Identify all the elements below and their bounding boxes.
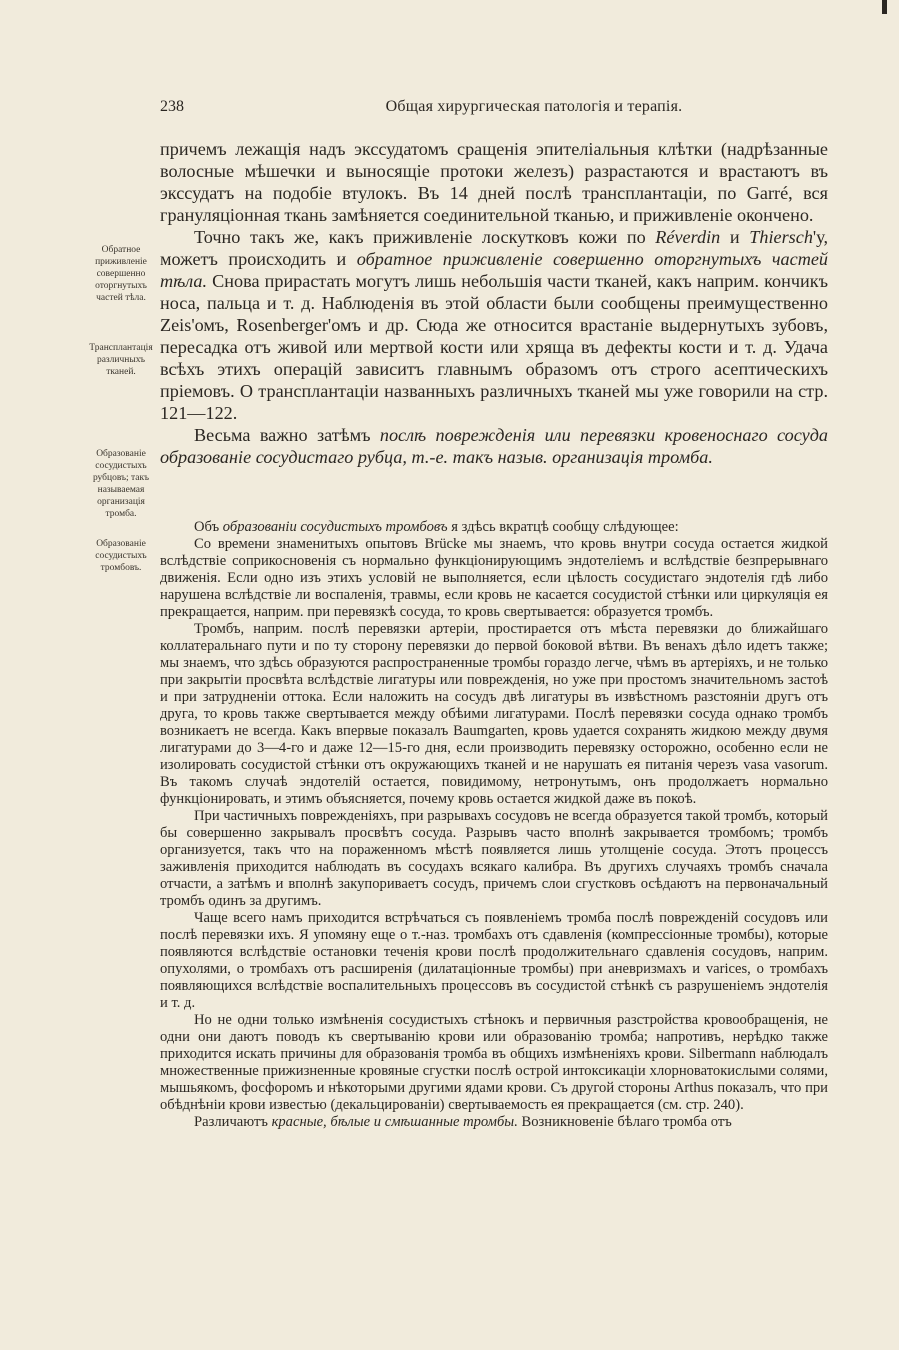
emphasis: послѣ поврежденія или перевязки кровеноснаго сосуда образованіе сосудистаго рубца, т.-е. такъ назыв. организація тромба. [160, 425, 828, 467]
margin-note-vascular-scars: Образованіе сосудистыхъ рубцовъ; такъ называемая организація тромба. [92, 449, 150, 519]
paragraph-reverse-grafting [160, 226, 828, 424]
paragraph-ligature: Тромбъ, наприм. послѣ перевязки артеріи, простирается отъ мѣста перевязки до ближайшаго коллатеральнаго пути и по ту сторону перевязки до первой боковой вѣтви. Въ венахъ дѣло идетъ также; мы знаемъ, что здѣсь образуются распространенные тромбы гораздо легче, чѣмъ въ артеріяхъ, и не только при закрытіи просвѣта вслѣдствіе лигатуры или поврежденія, но уже при простомъ значительномъ застоѣ и при затрудненіи оттока. Если наложить на сосудъ двѣ лигатуры въ извѣстномъ разстояніи другъ отъ друга, то кровь также свертывается между обѣими лигатурами. Послѣ перевязки сосуда однако тромбъ возникаетъ не всегда. Какъ впервые показалъ Baumgarten, кровь удается сохранять жидкою между двумя лигатурами до 3—4-го и даже 12—15-го дня, если производить перевязку осторожно, особенно если не изолировать сосудистой стѣнки отъ окружающихъ тканей и не нарушать ея питанія черезъ vasa vasorum. Въ такомъ случаѣ эндотелій остается, повидимому, нетронутымъ, онъ продолжаетъ нормально функціонировать, и этимъ объясняется, почему кровь остается жидкой даже въ покоѣ. [160, 621, 828, 807]
paragraph-continuation: причемъ лежащія надъ экссудатомъ сращенія эпителіальныя клѣтки (надрѣзанные волосные мѣшечки и выносящіе протоки железъ) разрастаются и врастаютъ въ экссудатъ на подобіе втулокъ. Въ 14 дней послѣ трансплантаціи, по Garré, вся грануляціонная ткань замѣняется соединительной тканью, и приживленіе окончено. [160, 139, 828, 225]
text-run: Снова прирастать могутъ лишь небольшія части тканей, какъ наприм. кончикъ носа, пальца и т. д. Наблюденія въ этой области были сообщены преимущественно Zeis'омъ, Rosenberger'омъ и др. Сюда же относится врастаніе выдернутыхъ зубовъ, пересадка отъ живой или мертвой кости или хряща въ дефекты кости и т. д. Удача всѣхъ этихъ операцій зависитъ главнымъ образомъ отъ строго асептическихъ пріемовъ. О трансплантаціи названныхъ различныхъ тканей мы уже говорили на стр. 121—122. [160, 271, 828, 423]
text-run: Объ [194, 519, 223, 535]
paragraph-blood-changes: Но не одни только измѣненія сосудистыхъ стѣнокъ и первичныя разстройства кровообращенія, не одни они даютъ поводъ къ свертыванію крови или образованію тромба; напротивъ, нерѣдко также приходится искать причины для образованія тромба въ общихъ измѣненіяхъ крови. Silbermann наблюдалъ множественные прижизненные кровяные сгустки послѣ острой интоксикаціи хлорноватокислыми солями, мышьякомъ, фосфоромъ и нѣкоторыми другими ядами крови. Съ другой стороны Arthus показалъ, что при обѣднѣніи крови известью (декальцированіи) свертываемость ея прекращается (см. стр. 240). [160, 1012, 828, 1113]
paragraph-brucke: Со времени знаменитыхъ опытовъ Brücke мы знаемъ, что кровь внутри сосуда остается жидкой вслѣдствіе соприкосновенія съ нормально функціонирующимъ эндотеліемъ и вслѣдствіе безпрерывнаго движенія. Если одно изъ этихъ условій не выполняется, если цѣлость сосудистаго эндотелія гдѣ либо нарушена вслѣдствіе ли воспаленія, травмы, если кровь не касается сосудистой стѣнки или циркуляція ея прекращается, наприм. при перевязкѣ сосуда, то кровь свертывается: образуется тромбъ. [160, 536, 828, 620]
page-number: 238 [160, 98, 184, 115]
text-run: Весьма важно затѣмъ [194, 425, 380, 445]
paragraph-red-white [160, 1114, 828, 1131]
text-run: 'у, можетъ происходить и [160, 227, 829, 269]
paragraph-vascular-scar [160, 424, 828, 468]
author-name: Réverdin [655, 227, 721, 247]
text-run: Различаютъ [194, 1114, 272, 1130]
text-run: я здѣсь вкратцѣ сообщу слѣдующее: [447, 519, 679, 535]
paragraph-partial-injury: При частичныхъ поврежденіяхъ, при разрывахъ сосудовъ не всегда образуется такой тромбъ, который бы совершенно закрывалъ просвѣтъ сосуда. Разрывъ часто вполнѣ закрывается тромбомъ; тромбъ организуется, такъ что на пораженномъ мѣстѣ появляется лишь утолщеніе сосуда. Этотъ процессъ заживленія приходится наблюдать въ сосудахъ всякаго калибра. Въ другихъ случаяхъ тромбъ сначала отчасти, а затѣмъ и вполнѣ закупориваетъ сосудъ, причемъ слои сгустковъ осѣдаютъ на первоначальный тромбъ одинъ за другимъ. [160, 808, 828, 909]
text-run: Возникновеніе бѣлаго тромба отъ [517, 1114, 732, 1130]
text-run: Точно такъ же, какъ приживленіе лоскутковъ кожи по [194, 227, 656, 247]
margin-note-thrombus-formation: Образованіе сосудистыхъ тромбовъ. [95, 539, 147, 573]
small-text-block [160, 519, 828, 1131]
emphasis: обратное приживленіе совершенно оторгнутыхъ частей тѣла. [160, 249, 828, 291]
large-text-block [160, 138, 828, 468]
paragraph-thrombus-types: Чаще всего намъ приходится встрѣчаться съ появленіемъ тромба послѣ поврежденій сосудовъ или послѣ перевязки ихъ. Я упомяну еще о т.-наз. тромбахъ отъ сдавленія (компрессіонные тромбы), которые появляются вслѣдствіе остановки теченія крови послѣ продолжительнаго сдавленія сосудовъ, наприм. опухолями, о тромбахъ отъ расширенія (дилатаціонные тромбы) при аневризмахъ и varices, о тромбахъ появляющихся вслѣдствіе воспалительныхъ процессовъ въ сосудистой стѣнкѣ съ разрушеніемъ эндотелія и т. д. [160, 910, 828, 1011]
page-header [160, 98, 828, 120]
emphasis: красные, бѣлые и смѣшанные тромбы. [271, 1114, 518, 1130]
running-title: Общая хирургическая патологія и терапія. [385, 98, 683, 115]
emphasis: образованіи сосудистыхъ тромбовъ [222, 519, 448, 535]
paragraph-intro [160, 519, 828, 536]
text-run: и [720, 227, 750, 247]
margin-note-reverse-grafting: Обратное приживленіе совершенно оторгнутыхъ частей тѣла. [95, 245, 147, 303]
author-name: Thiersch [749, 227, 813, 247]
corner-mark [882, 0, 887, 14]
margin-note-transplantation: Трансплантація различныхъ тканей. [89, 343, 153, 377]
